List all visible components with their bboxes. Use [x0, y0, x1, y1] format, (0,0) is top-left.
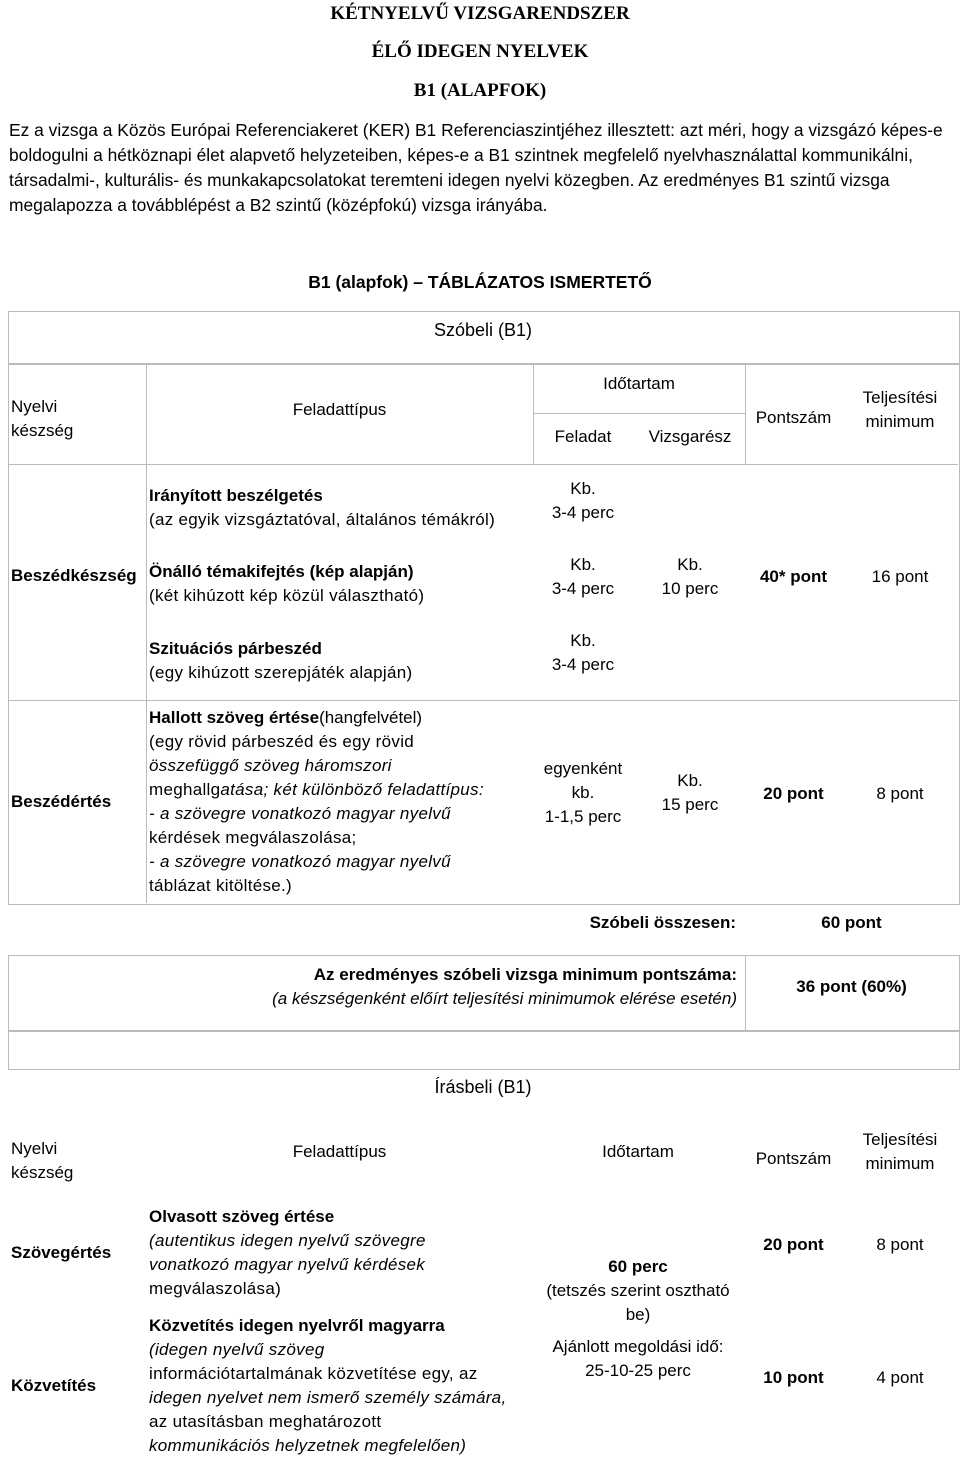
col-header-part: Vizsgarész: [648, 427, 732, 446]
doc-title: KÉTNYELVŰ VIZSGARENDSZER: [330, 3, 630, 24]
task-mediation: Közvetítés idegen nyelvről magyarra (idegen nyelvű szöveg információtartalmának közvetítése egy, az idegen nyelvet nem ismerő személy számára, az utasításban meghatározott kommunikációs helyzetnek megfelelően): [149, 1316, 507, 1455]
speaking-minimum: 16 pont: [871, 567, 929, 586]
written-col-header-duration: Időtartam: [602, 1142, 674, 1161]
listening-part-time: Kb. 15 perc: [661, 771, 719, 814]
intro-paragraph: Ez a vizsga a Közös Európai Referenciakeret (KER) B1 Referenciaszintjéhez illesztett: azt méri, hogy a vizsgázó képes-e boldogulni a hétköznapi élet alapvető helyzeteiben, képes-e a B1 szintnek megfelelő nyelvhasználattal kommunikálni, társadalmi-, kulturális- és munkakapcsolatokat teremteni idegen nyelvi közegben. Az eredményes B1 szintű vizsga megalapozza a továbblépést a B2 szintű (középfokú) vizsga irányába.: [9, 120, 943, 215]
reading-points: 20 pont: [763, 1235, 824, 1254]
pass-score-label: Az eredményes szóbeli vizsga minimum pontszáma: (a készségenként előírt teljesítési minimumok elérése esetén): [272, 965, 737, 1008]
written-col-header-points: Pontszám: [755, 1149, 832, 1168]
skill-speaking: Beszédkészség: [11, 566, 137, 585]
task-role-play: Szituációs párbeszéd (egy kihúzott szerepjáték alapján): [149, 639, 413, 682]
listening-task-time: egyenként kb. 1-1,5 perc: [543, 759, 623, 826]
mediation-minimum: 4 pont: [876, 1368, 924, 1387]
col-header-minimum: Teljesítési minimum: [862, 388, 938, 431]
doc-level: B1 (ALAPFOK): [413, 80, 547, 101]
col-header-task: Feladat: [554, 427, 612, 446]
oral-header-divider: [8, 464, 958, 465]
written-duration: 60 perc (tetszés szerint osztható be) Ajánlott megoldási idő: 25-10-25 perc: [546, 1257, 730, 1380]
listening-minimum: 8 pont: [876, 784, 924, 803]
doc-subtitle: ÉLŐ IDEGEN NYELVEK: [371, 41, 589, 62]
skill-mediation: Közvetítés: [11, 1376, 97, 1395]
speaking-part-time: Kb. 10 perc: [661, 555, 719, 598]
reading-minimum: 8 pont: [876, 1235, 924, 1254]
oral-row-divider: [8, 700, 958, 701]
task1-time: Kb. 3-4 perc: [551, 479, 615, 522]
task-guided-conversation: Irányított beszélgetés (az egyik vizsgáztatóval, általános témákról): [149, 486, 496, 529]
col-header-task-type: Feladattípus: [292, 400, 387, 419]
task-picture-description: Önálló témakifejtés (kép alapján) (két kihúzott kép közül választható): [149, 562, 425, 605]
pass-score-value: 36 pont (60%): [796, 977, 907, 996]
col-header-duration: Időtartam: [603, 374, 675, 393]
table-title: B1 (alapfok) – TÁBLÁZATOS ISMERTETŐ: [308, 272, 652, 292]
oral-total-value: 60 pont: [821, 913, 882, 932]
task3-time: Kb. 3-4 perc: [551, 631, 615, 674]
oral-total-label: Szóbeli összesen:: [589, 913, 736, 932]
oral-heading: Szóbeli (B1): [433, 320, 533, 340]
col-header-points: Pontszám: [755, 408, 832, 427]
oral-col-divider: [146, 363, 147, 903]
written-heading: Írásbeli (B1): [434, 1077, 532, 1097]
col-header-skill: Nyelvi készség: [11, 397, 74, 440]
written-col-header-minimum: Teljesítési minimum: [862, 1130, 938, 1173]
listening-points: 20 pont: [763, 784, 824, 803]
written-col-header-task-type: Feladattípus: [292, 1142, 387, 1161]
task-reading: Olvasott szöveg értése (autentikus idegen nyelvű szövegre vonatkozó magyar nyelvű kérdések megválaszolása): [149, 1207, 426, 1298]
task2-time: Kb. 3-4 perc: [551, 555, 615, 598]
written-col-header-skill: Nyelvi készség: [11, 1139, 74, 1182]
task-listening: Hallott szöveg értése(hangfelvétel) (egy rövid párbeszéd és egy rövid összefüggő szöveg háromszori meghallgatása; két különböző feladattípus: - a szövegre vonatkozó magyar nyelvű kérdések megválaszolása; - a szövegre vonatkozó magyar nyelvű táblázat kitöltése.): [149, 708, 484, 895]
skill-listening: Beszédértés: [11, 792, 112, 811]
speaking-points: 40* pont: [759, 567, 828, 586]
spacer-row: [8, 1030, 960, 1070]
oral-subheader-divider: [533, 413, 745, 414]
skill-reading: Szövegértés: [11, 1243, 112, 1262]
mediation-points: 10 pont: [763, 1368, 824, 1387]
